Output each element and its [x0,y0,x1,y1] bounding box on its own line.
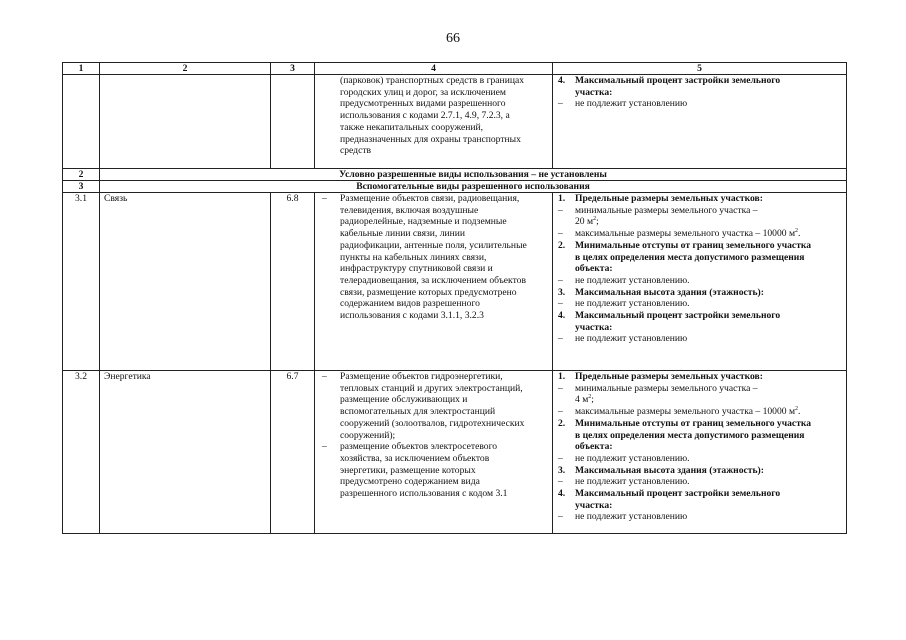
cell-name: Связь [100,193,271,371]
description-line: средств [340,145,372,157]
requirement-item: – не подлежит установлению. [558,274,690,286]
section-row-conditional [63,169,847,181]
cell-requirements [553,193,847,371]
header-cell: 2 [100,63,271,75]
description-item: – Размещение объектов связи, радиовещания, телевидения, включая воздушные радиорелейные, надземные и подземные кабельные линии связи, линии радиофикации, антенные поля, усилительные пункты на кабельных линиях связи, инфраструктуру спутниковой связи и телерадиовещания, за исключением объектов связи, размещение которых предусмотрено содержанием видов разрешенного использования с кодами 3.1.1, 3.2.3 [322,193,527,322]
cell-description [315,371,553,534]
description-line: городских улиц и дорог, за исключением [340,86,506,98]
requirement-item: – не подлежит установлению. [558,452,690,464]
requirement-item: – максимальные размеры земельного участка – 10000 $м^2$. [558,405,801,418]
requirement-item: – не подлежит установлению. [558,476,690,488]
description-line: использования с кодами 2.7.1, 4.9, 7.2.3, а [340,110,510,122]
cell-requirements [553,371,847,534]
cell-code [271,75,315,169]
header-cell: 1 [63,63,100,75]
requirement-value: 4 $м^2$; [575,394,594,406]
table-row [63,193,847,371]
requirement-title: 1. Предельные размеры земельных участков: [558,193,763,204]
table-row-continuation [63,75,847,169]
description-line: (парковок) транспортных средств в границах [340,75,525,86]
cell-code: 6.7 [271,371,315,534]
header-cell: 4 [315,63,553,75]
requirement-title: 4. Максимальный процент застройки земельного участка: [558,310,781,333]
description-line: предназначенных для охраны транспортных [340,133,521,145]
cell-requirements [553,75,847,169]
cell-num: 3.2 [63,371,100,534]
header-cell: 5 [553,63,847,75]
requirement-item: – не подлежит установлению. [558,298,690,310]
section-num: 2 [63,169,100,181]
cell-num [63,75,100,169]
land-use-table [62,62,847,534]
requirement-title: 2. Минимальные отступы от границ земельного участка в целях определения места допустимого размещения объекта: [558,239,812,275]
requirement-item: – не подлежит установлению [558,333,688,345]
cell-description [315,75,553,169]
section-row-auxiliary [63,181,847,193]
requirement-item: – максимальные размеры земельного участка – 10000 $м^2$. [558,227,801,240]
requirement-value: 20 $м^2$; [575,216,599,228]
description-line: предусмотренных видами разрешенного [340,98,506,110]
description-item: – Размещение объектов гидроэнергетики, тепловых станций и других электростанций, размещение обслуживающих и вспомогательных для электростанций сооружений (золоотвалов, гидротехнических сооружений); [322,371,525,441]
section-num: 3 [63,181,100,193]
requirement-title: 4. Максимальный процент застройки земельного участка: [558,488,781,511]
requirement-title: 3. Максимальная высота здания (этажность): [558,464,764,476]
section-title: Вспомогательные виды разрешенного использования [100,181,847,193]
requirement-title: 1. Предельные размеры земельных участков: [558,371,763,382]
cell-description [315,193,553,371]
requirement-item: – минимальные размеры земельного участка – [558,204,758,216]
requirement-item: – минимальные размеры земельного участка – [558,382,758,394]
requirement-title: 2. Минимальные отступы от границ земельного участка в целях определения места допустимого размещения объекта: [558,417,812,453]
table-row [63,371,847,534]
cell-name: Энергетика [100,371,271,534]
requirement-title: 3. Максимальная высота здания (этажность): [558,286,764,298]
requirement-item: – не подлежит установлению [558,98,688,110]
requirement-title: 4. Максимальный процент застройки земельного участка: [558,75,781,98]
cell-code: 6.8 [271,193,315,371]
header-cell: 3 [271,63,315,75]
cell-name [100,75,271,169]
requirement-item: – не подлежит установлению [558,511,688,523]
page-number: 66 [446,31,460,46]
section-title: Условно разрешенные виды использования – не установлены [100,169,847,181]
cell-num: 3.1 [63,193,100,371]
table-header-row [63,63,847,75]
description-line: также некапитальных сооружений, [340,121,484,133]
description-item: – размещение объектов электросетевого хозяйства, за исключением объектов энергетики, размещение которых предусмотрено содержанием вида разрешенного использования с кодом 3.1 [322,441,508,500]
